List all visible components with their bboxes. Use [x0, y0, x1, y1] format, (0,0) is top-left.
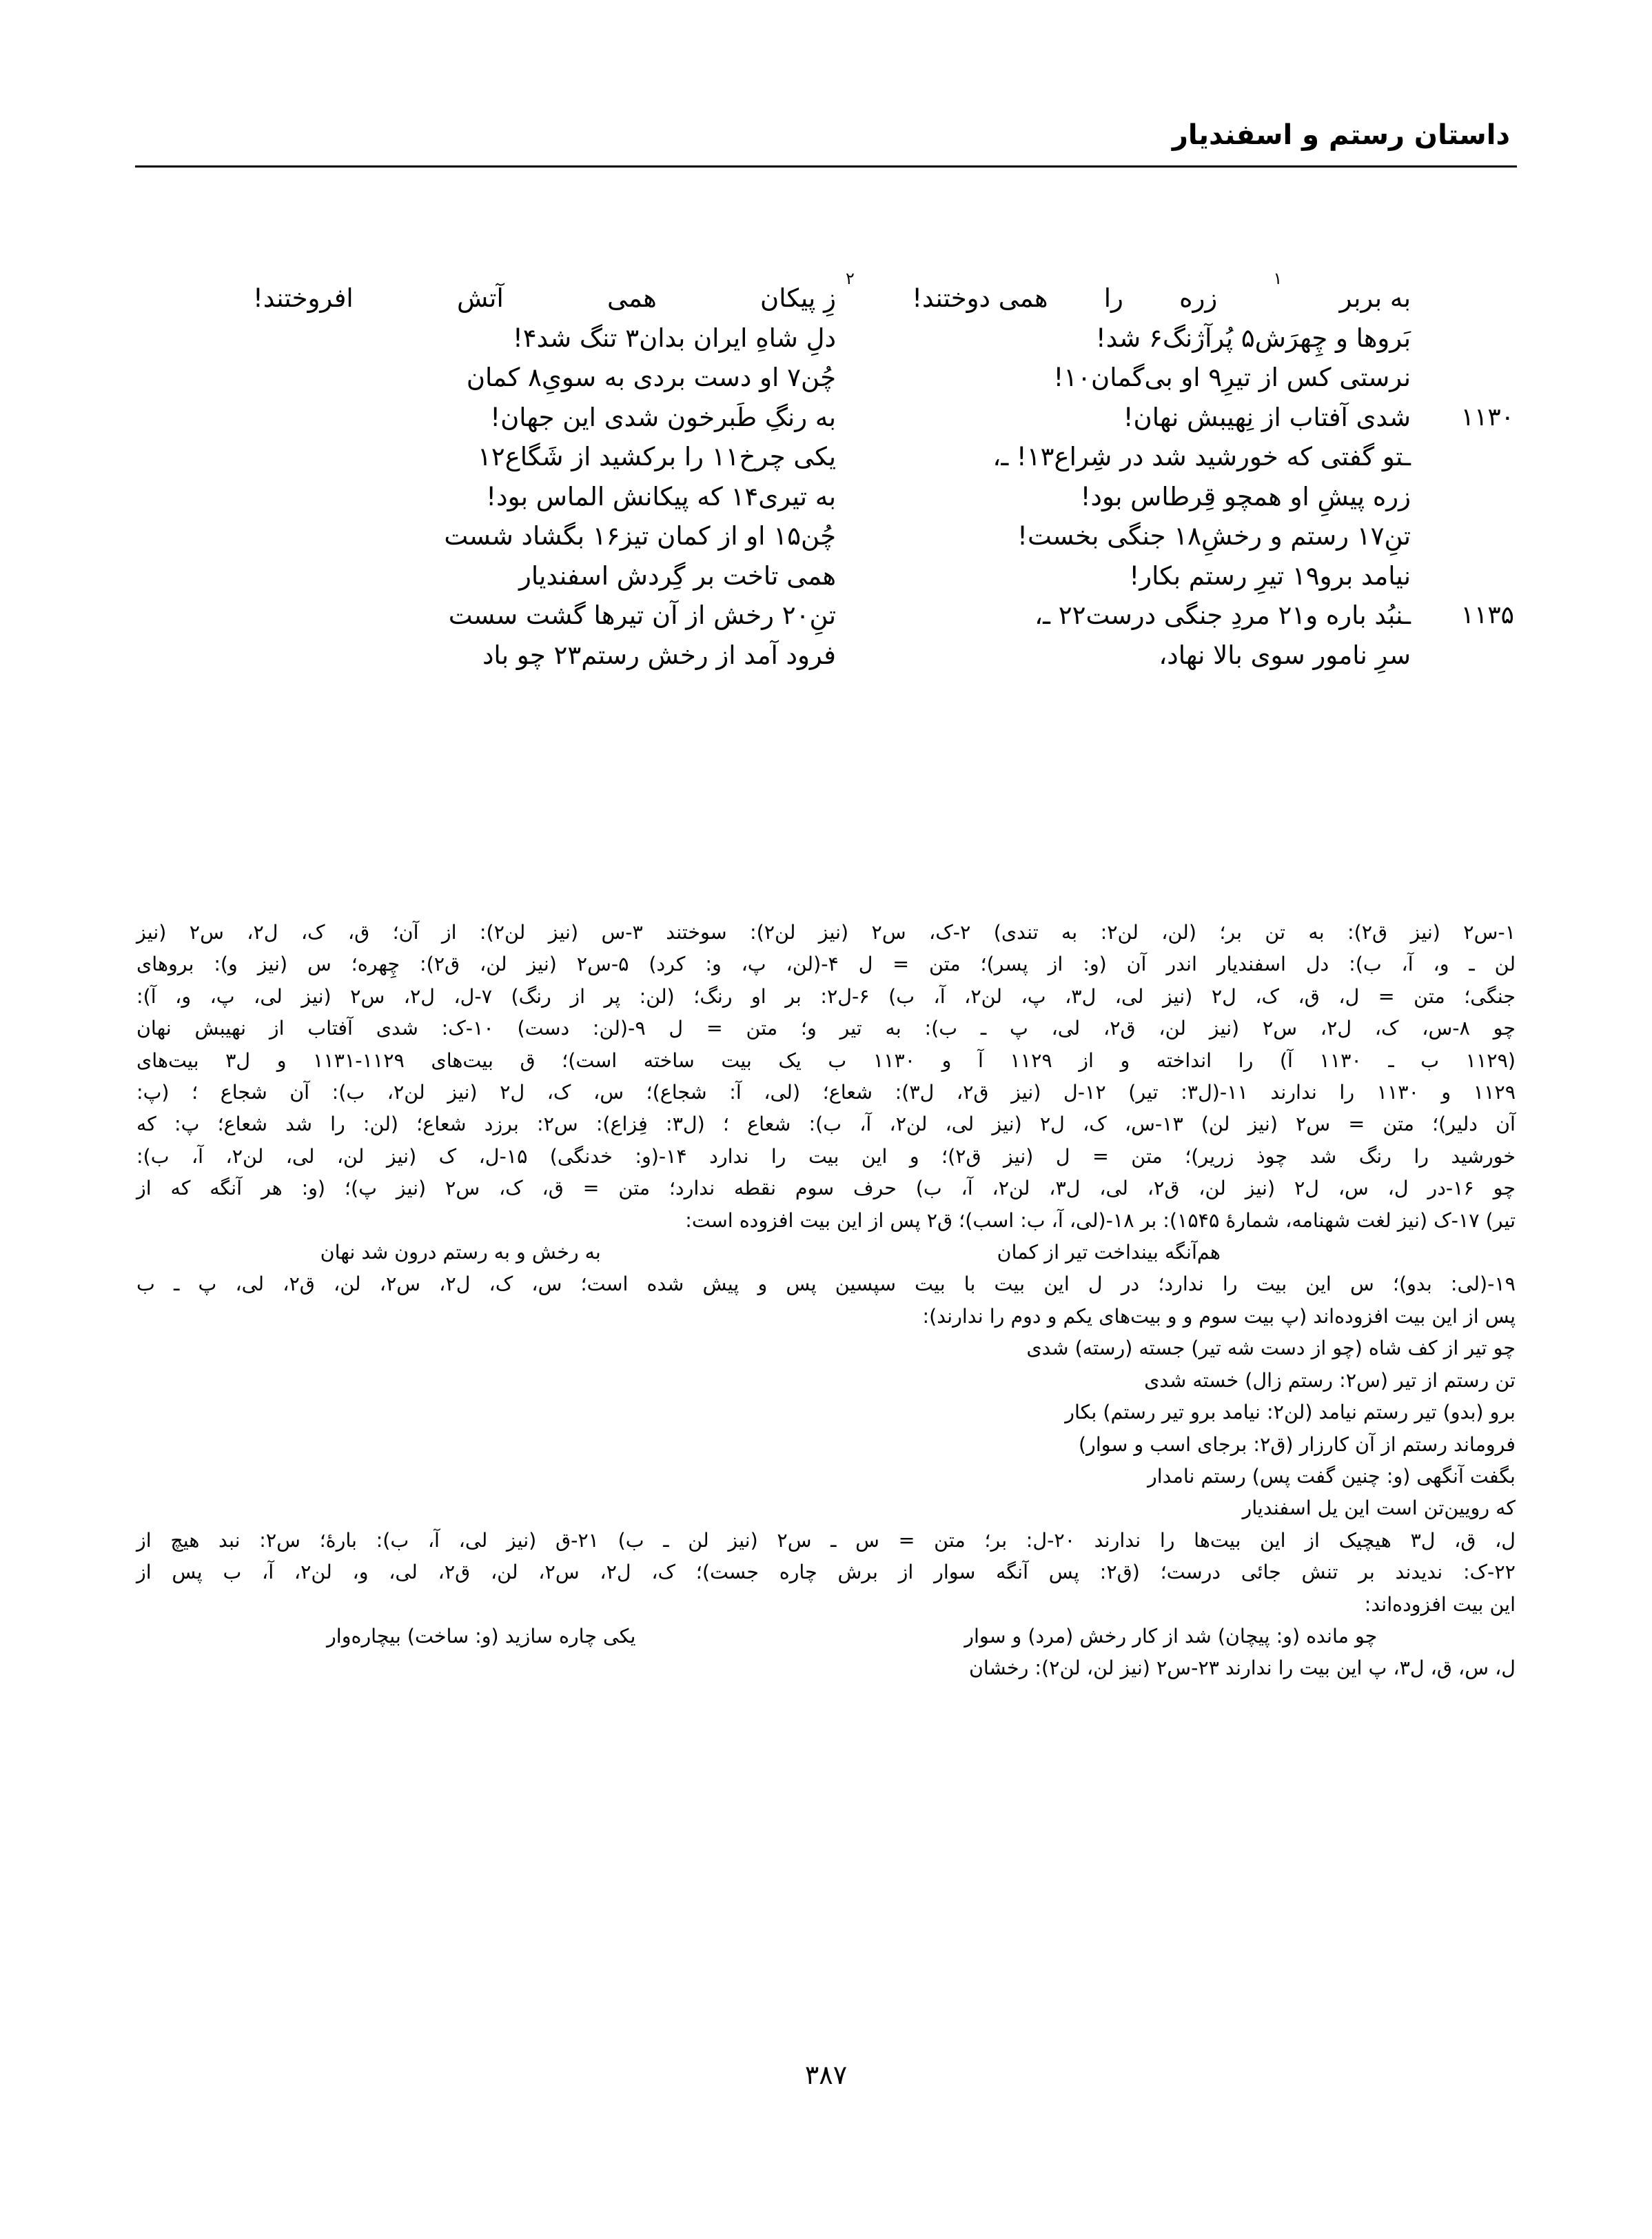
inserted-bayt-line: که رویین‌تن است این یل اسفندیار [1242, 1497, 1516, 1520]
footnote-ref: ۱ [1273, 269, 1283, 288]
hemistich-left: نیامد برو۱۹ تیرِ رستم بکار! [1129, 560, 1411, 591]
inserted-bayt-hemistich-left: یکی چاره سازید (و: ساخت) بیچاره‌وار [327, 1624, 636, 1648]
inserted-bayt-line: تن رستم از تیر (س۲: رستم زال) خسته شدی [1144, 1368, 1516, 1392]
hemistich-left: زره پیشِ او همچو قِرطاس بود! [1080, 481, 1411, 511]
verse-row [138, 636, 1514, 676]
apparatus-line: پس از این بیت افزوده‌اند (پ بیت سوم و و بیت‌های یکم و دوم را ندارند): [922, 1304, 1516, 1328]
apparatus-line: جنگی؛ متن = ل، ق، ک، ل۲ (نیز لی، ل۳، پ، لن۲، آ، ب) ۶-ل۲: بر او رنگ؛ (لن: پر از رنگ) ۷-ل، ل۲، س۲ (نیز لی، پ، و، آ): [136, 984, 1516, 1008]
critical-apparatus [136, 917, 1516, 1685]
hemistich-left: نرستی کس از تیرِ۹ او بی‌گمان۱۰! [1053, 363, 1411, 392]
hemistich-word: زره [1179, 283, 1218, 313]
hemistich-right: چُن۷ او دست بردی به سویِ۸ کمان [466, 363, 836, 392]
apparatus-line: خورشید را رنگ شد چوذ زریر)؛ متن = ل (نیز ق۲)؛ و این بیت را ندارد ۱۴-(و: خدنگی) ۱۵-ل، ک (نیز لن، لی، لن۲، آ، ب): [136, 1144, 1516, 1168]
verse-number: ۱۱۳۰ [1460, 403, 1514, 432]
apparatus-line: آن دلیر)؛ متن = س۲ (نیز لن) ۱۳-س، ک، ل۲ (نیز لی، لن۲، آ، ب): شعاع ؛ (ل۳: فِزاع): س۲: برزد شعاع؛ (لن: را شد شعاع؛ پ: که [136, 1113, 1516, 1136]
hemistich-left: تنِ۱۷ رستم و رخشِ۱۸ جنگی بخست! [1017, 521, 1411, 551]
hemistich-right: دلِ شاهِ ایران بدان۳ تنگ شد۴! [512, 323, 836, 353]
inserted-bayt [136, 1621, 1516, 1652]
hemistich-left: ـتو گفتی که خورشید شد در شِراع۱۳! ـ، [992, 442, 1411, 472]
hemistich-word: آتش [456, 283, 504, 313]
apparatus-line: ۱۱۲۹ و ۱۱۳۰ را ندارند ۱۱-(ل۳: تیر) ۱۲-ل (نیز ق۲، ل۳): شعاع؛ (لی، آ: شجاع)؛ س، ک، ل۲ (نیز لن۲، ب): آن شجاع ؛ (پ: [136, 1081, 1516, 1104]
inserted-bayt [136, 1237, 1516, 1268]
running-head-title: داستان رستم و اسفندیار [1172, 119, 1510, 151]
hemistich-right: همی تاخت بر گِردش اسفندیار [519, 560, 836, 591]
hemistich-right: به رنگِ طَبرخون شدی این جهان! [490, 402, 836, 432]
hemistich-left: ـنبُد باره و۲۱ مردِ جنگی درست۲۲ ـ، [1034, 600, 1411, 630]
inserted-bayt-hemistich-left: به رخش و به رستم درون شد نهان [320, 1241, 601, 1264]
hemistich-right: تنِ۲۰ رخش از آن تیرها گشت سست [448, 600, 836, 630]
inserted-bayt-hemistich-right: هم‌آنگه بینداخت تیر از کمان [997, 1241, 1221, 1264]
hemistich-right: یکی چرخ۱۱ را برکشید از شَگاع۱۲ [477, 442, 836, 472]
hemistich-left [846, 269, 1438, 318]
apparatus-line: این بیت افزوده‌اند: [1364, 1592, 1516, 1616]
apparatus-line: ل، س، ق، ل۳، پ این بیت را ندارند ۲۳-س۲ (نیز لن، لن۲): رخشان [968, 1657, 1516, 1680]
hemistich-word: افروختند! [253, 283, 354, 313]
hemistich-right [253, 278, 846, 318]
verse-row [138, 596, 1514, 636]
apparatus-line: تیر) ۱۷-ک (نیز لغت شهنامه، شمارهٔ ۱۵۴۵): بر ۱۸-(لی، آ، ب: اسب)؛ ق۲ پس از این بیت افزوده است: [685, 1208, 1516, 1232]
inserted-bayt-line: چو تیر از کف شاه (چو از دست شه تیر) جسته (رسته) شدی [1026, 1337, 1516, 1360]
hemistich-word: زِ پیکان [760, 283, 836, 313]
hemistich-right: فرود آمد از رخش رستم۲۳ چو باد [482, 640, 836, 670]
hemistich-right: چُن۱۵ او از کمان تیز۱۶ بگشاد شست [444, 521, 836, 551]
hemistich-left: سرِ نامور سوی بالا نهاد، [1159, 640, 1411, 670]
apparatus-line: (۱۱۲۹ ب ـ ۱۱۳۰ آ) را انداخته و از ۱۱۲۹ آ و ۱۱۳۰ ب یک بیت ساخته است)؛ ق بیت‌های ۱۱۲۹-۱۱۳۱ و ل۳ بیت‌های [136, 1048, 1516, 1072]
hemistich-word: را [1103, 283, 1123, 313]
verse-row [138, 516, 1514, 556]
verse-number: ۱۱۳۵ [1460, 601, 1514, 629]
hemistich-right: به تیری۱۴ که پیکانش الماس بود! [486, 481, 836, 511]
inserted-bayt-line: فروماند رستم از آن کارزار (ق۲: برجای اسب و سوار) [1078, 1432, 1516, 1456]
apparatus-line: چو ۱۶-در ل، س، ل۲ (نیز لن، ق۲، لی، ل۳، لن۲، آ، ب) حرف سوم نقطه ندارد؛ متن = ق، ک، س۲ (نیز پ)؛ (و: هر آنگه که از [136, 1177, 1516, 1200]
hemistich-left: بَروها و چِهرَش۵ پُرآژنگ۶ شد! [1095, 323, 1411, 353]
inserted-bayt-hemistich-right: چو مانده (و: پیچان) شد از کار رخش (مرد) و سوار [964, 1624, 1378, 1648]
inserted-bayt-line: بگفت آنگهی (و: چنین گفت پس) رستم نامدار [1147, 1464, 1516, 1488]
verse-row [138, 398, 1514, 438]
apparatus-line: چو ۸-س، ک، ل۲، س۲ (نیز لن، ق۲، لی، پ ـ ب): به تیر و؛ متن = ل ۹-(لن: دست) ۱۰-ک: شدی آفتاب از نهیبش نهان [136, 1017, 1516, 1040]
verse-row [138, 358, 1514, 398]
verse-row [138, 437, 1514, 477]
running-head-rule [135, 165, 1517, 168]
verse-row [138, 318, 1514, 358]
verse-row [138, 477, 1514, 517]
hemistich-word: همی [607, 283, 657, 313]
apparatus-line: ۱۹-(لی: بدو)؛ س این بیت را ندارد؛ در ل این بیت با بیت سپسین پس و پیش شده است؛ س، ک، ل۲، س۲، لن، ق۲، لی، پ ـ ب [136, 1273, 1516, 1296]
footnote-ref: ۲ [846, 269, 855, 288]
hemistich-word: همی دوختند! [912, 283, 1048, 313]
hemistich-word: به بربر [1339, 283, 1411, 313]
verse-row [138, 269, 1514, 318]
hemistich-left: شدی آفتاب از نِهیبش نهان! [1123, 402, 1411, 432]
apparatus-line: ۲۲-ک: ندیدند بر تنش جائی درست؛ (ق۲: پس آنگه سوار از برش چاره جست)؛ ک، ل۲، س۲، لن، ق۲، لی، و، لن۲، آ، ب پس از [136, 1561, 1516, 1584]
inserted-bayt-line: برو (بدو) تیر رستم نیامد (لن۲: نیامد برو تیر رستم) بکار [1065, 1401, 1516, 1424]
apparatus-line: لن ـ و، آ، ب): دل اسفندیار اندر آن (و: از پسر)؛ متن = ل ۴-(لن، پ، و: کرد) ۵-س۲ (نیز لن، ق۲): چِهره؛ س (نیز و): بروهای [136, 953, 1516, 976]
folio-number: ۳۸۷ [804, 2060, 848, 2090]
apparatus-line: ۱-س۲ (نیز ق۲): به تن بر؛ (لن، لن۲: به تندی) ۲-ک، س۲ (نیز لن۲): سوختند ۳-س (نیز لن۲): از آن؛ ق، ک، ل۲، س۲ (نیز [136, 921, 1516, 944]
apparatus-line: ل، ق، ل۳ هیچیک از این بیت‌ها را ندارند ۲۰-ل: بر؛ متن = س ـ س۲ (نیز لن ـ ب) ۲۱-ق (نیز لی، آ، ب): بارهٔ؛ س۲: نبد هیچ از [136, 1528, 1516, 1552]
verse-row [138, 556, 1514, 596]
verse-block [138, 269, 1514, 830]
running-head [135, 121, 1517, 172]
